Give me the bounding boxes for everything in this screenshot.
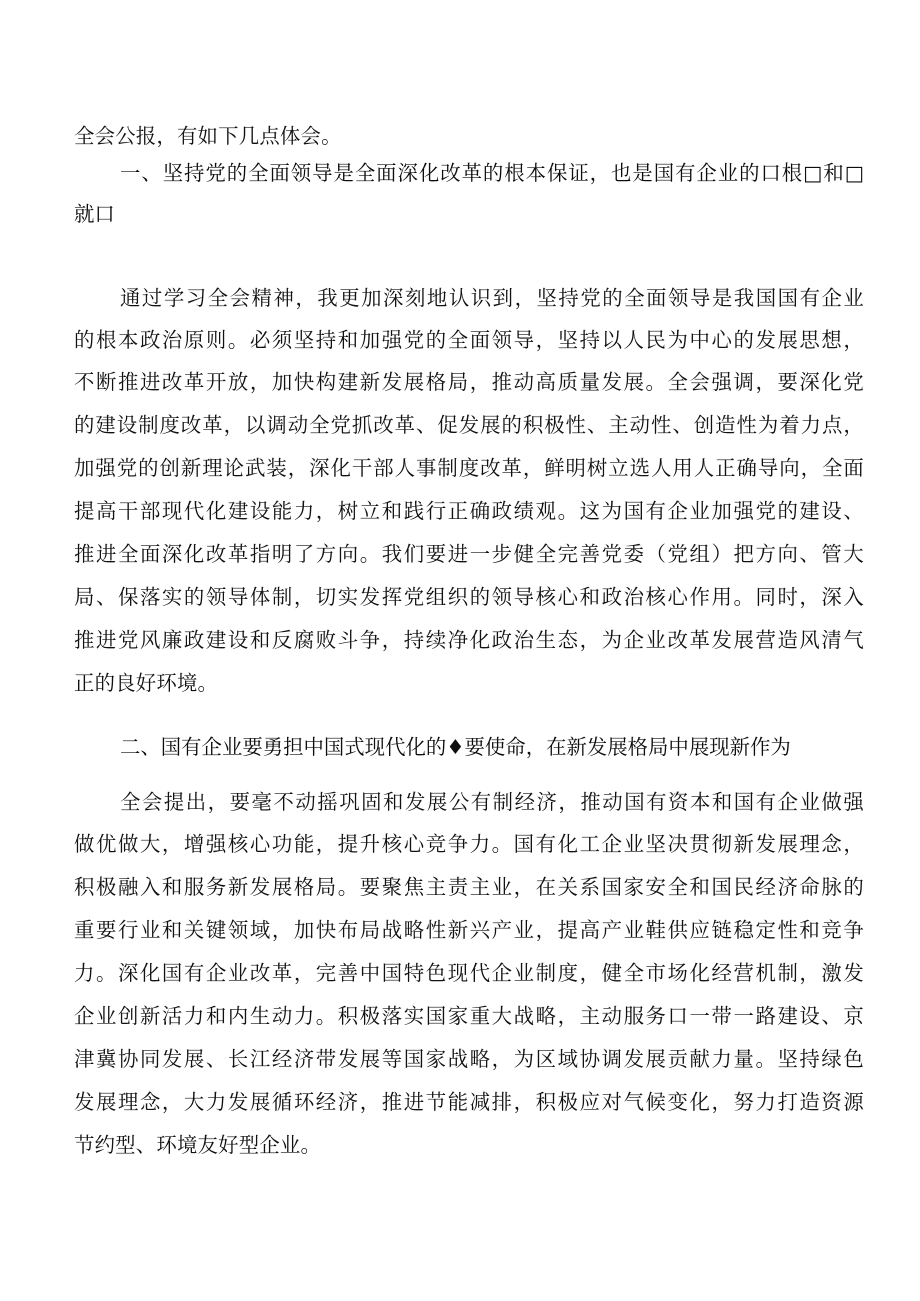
section-1-heading-line-2: 就口 [74, 202, 115, 226]
section-2-paragraph-line: 全会提出，要毫不动摇巩固和发展公有制经济，推动国有资本和国有企业做强 [120, 790, 864, 814]
section-2-paragraph-line: 企业创新活力和内生动力。积极落实国家重大战略，主动服务口一带一路建设、京 [74, 1004, 864, 1028]
section-1-paragraph-line: 局、保落实的领导体制，切实发挥党组织的领导核心和政治核心作用。同时，深入 [74, 585, 864, 609]
section-2-paragraph-line: 重要行业和关键领域，加快布局战略性新兴产业，提高产业鞋供应链稳定性和竞争 [74, 918, 864, 942]
section-2-heading: 二、国有企业要勇担中国式现代化的♦要使命，在新发展格局中展现新作为 [120, 735, 791, 759]
section-2-paragraph-line: 做优做大，增强核心功能，提升核心竞争力。国有化工企业坚决贯彻新发展理念， [74, 832, 864, 856]
section-1-paragraph-line: 的建设制度改革，以调动全党抓改革、促发展的积极性、主动性、创造性为着力点， [74, 413, 864, 437]
section-1-paragraph-line: 正的良好环境。 [74, 671, 219, 695]
section-1-paragraph-line: 通过学习全会精神，我更加深刻地认识到，坚持党的全面领导是我国国有企业 [120, 286, 864, 310]
section-2-paragraph-line: 津冀协同发展、长江经济带发展等国家战略，为区域协调发展贡献力量。坚持绿色 [74, 1047, 864, 1071]
section-2-paragraph-line: 力。深化国有企业改革，完善中国特色现代企业制度，健全市场化经营机制，激发 [74, 961, 864, 985]
section-1-paragraph-line: 推进党风廉政建设和反腐败斗争，持续净化政治生态，为企业改革发展营造风清气 [74, 628, 864, 652]
section-1-paragraph-line: 推进全面深化改革指明了方向。我们要进一步健全完善党委（党组）把方向、管大 [74, 542, 864, 566]
section-1-paragraph-line: 不断推进改革开放，加快构建新发展格局，推动高质量发展。全会强调，要深化党 [74, 370, 864, 394]
opening-line: 全会公报，有如下几点体会。 [74, 124, 342, 148]
section-1-paragraph-line: 的根本政治原则。必须坚持和加强党的全面领导，坚持以人民为中心的发展思想， [74, 328, 864, 352]
section-1-heading-line-1: 一、坚持党的全面领导是全面深化改革的根本保证，也是国有企业的口根□和□ [120, 161, 864, 185]
section-2-paragraph-line: 发展理念，大力发展循环经济，推进节能减排，积极应对气候变化，努力打造资源 [74, 1090, 864, 1114]
section-1-paragraph-line: 加强党的创新理论武装，深化干部人事制度改革，鲜明树立选人用人正确导向，全面 [74, 456, 864, 480]
section-1-paragraph-line: 提高干部现代化建设能力，树立和践行正确政绩观。这为国有企业加强党的建设、 [74, 499, 864, 523]
section-2-paragraph-line: 节约型、环境友好型企业。 [74, 1133, 322, 1157]
section-2-paragraph-line: 积极融入和服务新发展格局。要聚焦主责主业，在关系国家安全和国民经济命脉的 [74, 875, 864, 899]
